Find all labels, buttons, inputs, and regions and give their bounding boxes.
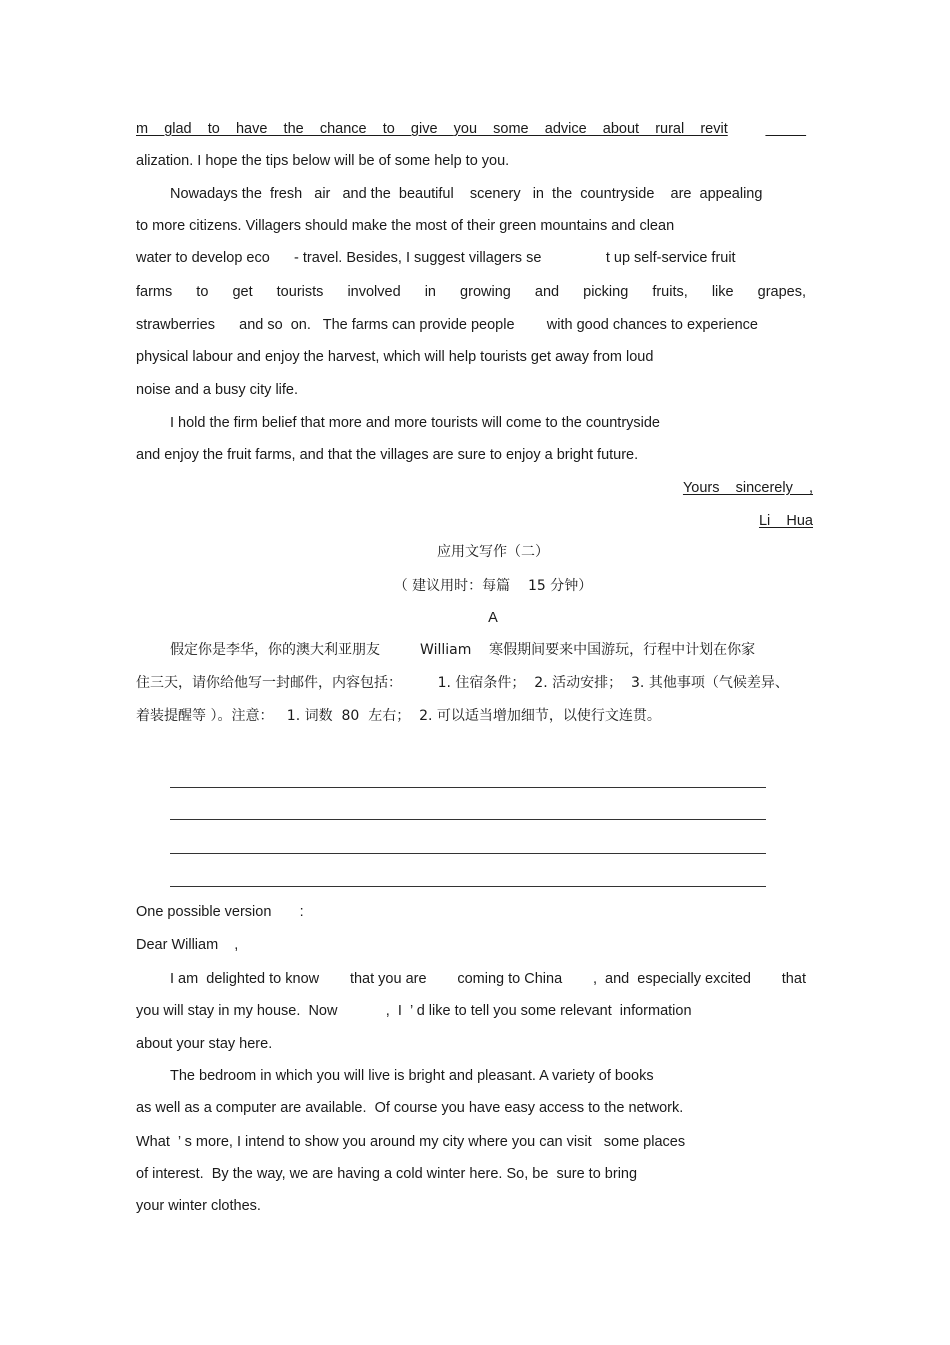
paragraph-line: to more citizens. Villagers should make the most of their green mountains and clean bbox=[136, 218, 675, 234]
paragraph-line: I hold the firm belief that more and more tourists will come to the countryside bbox=[170, 415, 660, 431]
answer-line[interactable] bbox=[170, 819, 766, 820]
paragraph-line: your winter clothes. bbox=[136, 1198, 261, 1214]
letter-signature: Li__Hua bbox=[758, 513, 813, 529]
word: involved bbox=[347, 284, 401, 300]
underlined-text: m__glad__to__have__the__chance__to__give__you__some__advice__about__rural__revit bbox=[136, 121, 728, 137]
letter-line-1 bbox=[136, 120, 806, 138]
version-label: One possible version : bbox=[136, 904, 304, 920]
paragraph-line: strawberries and so on. The farms can provide people with good chances to experience bbox=[136, 317, 758, 333]
paragraph-line: The bedroom in which you will live is bright and pleasant. A variety of books bbox=[170, 1068, 654, 1084]
paragraph-line: you will stay in my house. Now , I ’ d like to tell you some relevant information bbox=[136, 1003, 692, 1019]
paragraph-line-justified bbox=[136, 283, 806, 301]
word: get bbox=[232, 284, 253, 300]
prompt-line: 假定你是李华，你的澳大利亚朋友 William 寒假期间要来中国游玩，行程中计划在你家 bbox=[170, 642, 756, 658]
paragraph-line: of interest. By the way, we are having a cold winter here. So, be sure to bring bbox=[136, 1166, 638, 1182]
word: tourists bbox=[276, 284, 324, 300]
paragraph-line: noise and a busy city life. bbox=[136, 382, 299, 398]
word: farms bbox=[136, 284, 173, 300]
answer-line[interactable] bbox=[170, 853, 766, 854]
letter-line-2: alization. I hope the tips below will be of some help to you. bbox=[136, 153, 510, 169]
prompt-line: 住三天，请你给他写一封邮件，内容包括： 1. 住宿条件； 2. 活动安排； 3. 其他事项（气候差异、 bbox=[136, 675, 789, 691]
paragraph-line: Nowadays the fresh air and the beautiful scenery in the countryside are appealing bbox=[170, 186, 763, 202]
word: fruits, bbox=[652, 284, 688, 300]
phrase: , and especially excited bbox=[592, 971, 751, 987]
letter-closing: Yours__sincerely , bbox=[682, 480, 813, 496]
paragraph-line: about your stay here. bbox=[136, 1036, 273, 1052]
paragraph-line-justified bbox=[170, 970, 806, 988]
underlined-blank: _____ bbox=[765, 121, 806, 137]
paragraph-line: physical labour and enjoy the harvest, which will help tourists get away from loud bbox=[136, 349, 654, 365]
section-title: 应用文写作（二） bbox=[437, 544, 549, 560]
word: in bbox=[424, 284, 436, 300]
greeting: Dear William , bbox=[136, 937, 239, 953]
paragraph-line: water to develop eco - travel. Besides, I suggest villagers se t up self-service fruit bbox=[136, 250, 736, 266]
prompt-line: 着装提醒等 ）。注意： 1. 词数 80 左右； 2. 可以适当增加细节，以使行文连贯。 bbox=[136, 708, 661, 724]
word: picking bbox=[583, 284, 629, 300]
answer-line[interactable] bbox=[170, 886, 766, 887]
section-label: A bbox=[488, 610, 498, 626]
answer-line[interactable] bbox=[170, 787, 766, 788]
paragraph-line: and enjoy the fruit farms, and that the villages are sure to enjoy a bright future. bbox=[136, 447, 639, 463]
paragraph-line: What ’ s more, I intend to show you around my city where you can visit some places bbox=[136, 1134, 686, 1150]
phrase: that bbox=[781, 971, 806, 987]
word: like bbox=[711, 284, 734, 300]
word: growing bbox=[460, 284, 511, 300]
phrase: that you are bbox=[349, 971, 427, 987]
word: and bbox=[534, 284, 560, 300]
phrase: I am delighted to know bbox=[170, 971, 320, 987]
time-note: （ 建议用时：每篇 15 分钟） bbox=[393, 578, 593, 594]
paragraph-line: as well as a computer are available. Of course you have easy access to the network. bbox=[136, 1100, 684, 1116]
phrase: coming to China bbox=[457, 971, 563, 987]
word: grapes, bbox=[757, 284, 806, 300]
word: to bbox=[196, 284, 209, 300]
